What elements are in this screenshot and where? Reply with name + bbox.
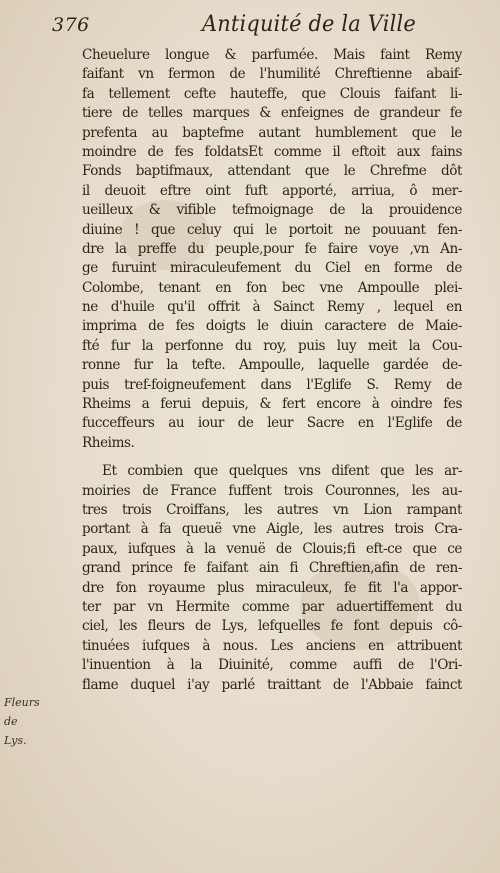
text-line: Fonds baptifmaux, attendant que le Chrefme dôt: [82, 163, 462, 180]
text-line: diuine ! que celuy qui le portoit ne pouuant fen-: [82, 221, 462, 238]
margin-note-line: Lys.: [4, 734, 27, 747]
text-line: Cheuelure longue & parfumée. Mais faint Remy: [82, 47, 462, 63]
text-line: dre fon royaume plus miraculeux, fe fit l'a appor-: [82, 579, 462, 596]
text-line: flame duquel i'ay parlé traittant de l'Abbaie fainct: [82, 676, 462, 693]
text-line: Rheims a ferui depuis, & fert encore à oindre fes: [82, 396, 462, 413]
text-line: il deuoit eftre oint fuft apporté, arriua, ô mer-: [82, 182, 462, 199]
text-line: ronne fur la tefte. Ampoulle, laquelle gardée de-: [82, 357, 462, 374]
text-line: ueilleux & vifible tefmoignage de la prouidence: [82, 202, 462, 219]
text-line: Colombe, tenant en fon bec vne Ampoulle plei-: [82, 279, 462, 296]
text-line: tinuées iufques à nous. Les anciens en attribuent: [82, 637, 462, 654]
text-line: moiries de France fuffent trois Couronnes, les au-: [82, 482, 462, 499]
text-line: portant à fa queuë vne Aigle, les autres trois Cra-: [82, 521, 462, 538]
text-line: ge furuint miraculeufement du Ciel en forme de: [82, 260, 462, 277]
text-line: faifant vn fermon de l'humilité Chreftienne abaif-: [82, 66, 462, 83]
text-line: fa tellement cefte hauteffe, que Clouis faifant li-: [82, 85, 462, 102]
text-line: l'inuention à la Diuinité, comme auffi de l'Ori-: [82, 657, 462, 674]
paragraph: [82, 46, 462, 453]
text-line: grand prince fe faifant ain fi Chreftien,afin de ren-: [82, 560, 462, 577]
text-line: moindre de fes foldatsEt comme il eftoit aux fains: [82, 143, 462, 160]
margin-note: [4, 693, 52, 750]
text-line: ne d'huile qu'il offrit à Sainct Remy , lequel en: [82, 299, 462, 316]
text-line: ter par vn Hermite comme par aduertiffement du: [82, 598, 462, 615]
page-number: 376: [52, 14, 90, 36]
text-line: Et combien que quelques vns difent que les ar-: [102, 463, 462, 480]
paragraph-gap: [82, 453, 462, 462]
text-line: puis tref-foigneufement dans l'Eglife S. Remy de: [82, 376, 462, 393]
text-line: imprima de fes doigts le diuin caractere de Maie-: [82, 318, 462, 335]
text-line: dre la preffe du peuple,pour fe faire voye ,vn An-: [82, 240, 462, 257]
running-head: Antiquité de la Ville: [202, 12, 416, 37]
text-line: tres trois Croiffans, les autres vn Lion rampant: [82, 501, 462, 518]
text-line: fté fur la perfonne du roy, puis luy meit la Cou-: [82, 337, 462, 354]
margin-note-line: Fleurs de: [4, 696, 40, 728]
text-line: tiere de telles marques & enfeignes de grandeur fe: [82, 105, 462, 122]
text-line: ciel, les fleurs de Lys, lefquelles fe font depuis cô-: [82, 618, 462, 635]
text-line: Rheims.: [82, 434, 135, 451]
page-header: [52, 12, 472, 42]
text-line: paux, iufques à la venuë de Clouis;fi eft-ce que ce: [82, 540, 462, 557]
text-line: fucceffeurs au iour de leur Sacre en l'Eglife de: [82, 415, 462, 432]
text-line: prefenta au baptefme autant humblement que le: [82, 124, 462, 141]
paragraph: [82, 462, 462, 695]
body-text: [82, 46, 462, 695]
